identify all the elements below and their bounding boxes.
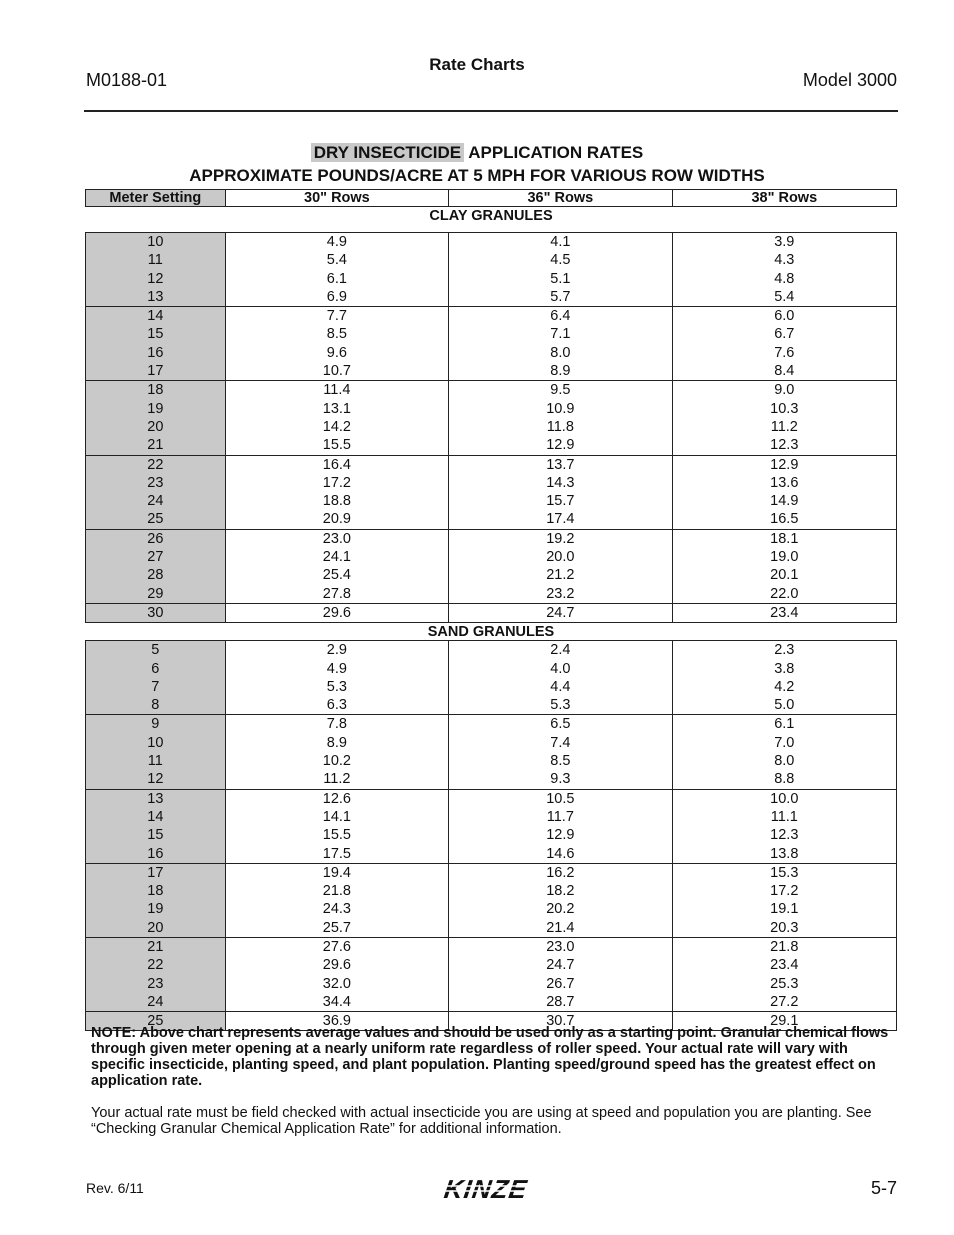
col-header-36: 36" Rows [449,190,672,206]
meter-setting-cell: 16 [147,344,164,361]
col-header-meter: Meter Setting [86,190,226,206]
meter-setting-cell: 25 [147,511,164,528]
rate-cell: 5.3 [326,678,347,695]
rate-cell: 24.7 [546,604,575,621]
rate-column [449,233,672,306]
rate-cell: 7.4 [550,734,571,751]
rate-cell: 11.2 [323,771,351,788]
rate-cell: 7.8 [326,716,347,733]
meter-setting-column [86,864,226,937]
rate-cell: 6.1 [774,716,795,733]
rate-column [449,864,672,937]
rate-cell: 20.9 [322,511,351,528]
rate-cell: 15.5 [322,827,351,844]
rate-cell: 9.0 [774,382,795,399]
table-header [85,189,897,207]
rate-column [226,715,449,788]
meter-setting-cell: 11 [147,252,163,269]
rate-column [226,456,449,529]
table-subtitle: APPROXIMATE POUNDS/ACRE AT 5 MPH FOR VARIOUS ROW WIDTHS [189,166,765,185]
instruction-text: Your actual rate must be field checked with actual insecticide you are using at speed and population you are planting. See “Checking Granular Chemical Application Rate” for additional information. [91,1105,872,1137]
meter-setting-cell: 13 [147,790,164,807]
rate-cell: 30.7 [546,1013,575,1030]
rate-column [673,641,896,714]
rate-column [673,381,896,454]
rate-cell: 13.6 [770,474,799,491]
meter-setting-cell: 12 [147,270,164,287]
row-group [85,790,897,864]
meter-setting-cell: 16 [147,845,164,862]
rate-cell: 14.6 [546,845,575,862]
rate-cell: 9.5 [550,382,571,399]
rate-cell: 7.0 [774,734,795,751]
rate-cell: 6.7 [774,326,795,343]
meter-setting-cell: 15 [147,827,164,844]
meter-setting-cell: 13 [147,288,164,305]
rate-cell: 13.8 [770,845,799,862]
rate-cell: 4.5 [550,252,571,269]
rate-cell: 11.1 [770,808,798,825]
rate-cell: 21.2 [546,567,575,584]
rate-column [449,381,672,454]
rate-column [673,864,896,937]
rate-cell: 17.5 [322,845,351,862]
row-group [85,641,897,715]
meter-setting-column [86,641,226,714]
doc-id: M0188-01 [86,70,168,90]
meter-setting-cell: 29 [147,585,164,602]
rate-cell: 20.2 [546,901,575,918]
rate-cell: 2.9 [326,642,347,659]
rate-cell: 18.8 [322,493,351,510]
rate-cell: 2.4 [550,642,571,659]
rate-cell: 17.2 [322,474,351,491]
rate-cell: 9.6 [326,344,347,361]
meter-setting-cell: 10 [147,234,164,250]
rate-column [673,307,896,380]
rate-cell: 4.9 [326,660,347,677]
rate-column [226,641,449,714]
clay-table-body [85,233,897,623]
meter-setting-cell: 19 [147,400,164,417]
section-title: Rate Charts [429,55,525,74]
rate-column [226,233,449,306]
rate-column [673,530,896,603]
rate-column [226,938,449,1011]
rate-cell: 23.0 [322,530,351,547]
rate-cell: 4.3 [774,252,795,269]
meter-setting-cell: 21 [147,938,164,955]
meter-setting-cell: 27 [147,549,164,566]
rate-cell: 23.2 [546,585,575,602]
row-group [85,864,897,938]
meter-setting-column [86,604,226,622]
rate-cell: 14.2 [322,418,351,435]
note-text: NOTE: Above chart represents average values and should be used only as a starting point. Granular chemical flows through given meter opening at a nearly uniform rate regardless of roller speed. Your actual rate will vary with specific insecticide, planting speed, and plant population. Planting speed/ground speed has the greatest effect on application rate. [91,1025,889,1089]
rate-cell: 29.6 [322,957,351,974]
rate-cell: 21.8 [322,883,351,900]
meter-setting-column [86,381,226,454]
meter-setting-cell: 23 [147,975,164,992]
rate-cell: 7.7 [326,308,347,325]
meter-setting-cell: 23 [147,474,164,491]
rate-cell: 13.7 [546,456,575,473]
rate-column [226,381,449,454]
rate-column [449,938,672,1011]
rate-cell: 5.7 [550,288,571,305]
rate-column [673,715,896,788]
page-number: 5-7 [870,1178,897,1198]
rate-cell: 4.0 [550,660,571,677]
meter-setting-cell: 20 [147,919,164,936]
rate-cell: 8.5 [550,753,571,770]
meter-setting-column [86,715,226,788]
rate-cell: 2.3 [774,642,795,659]
title-rest: APPLICATION RATES [464,143,644,162]
meter-setting-cell: 6 [151,660,160,677]
rate-cell: 12.3 [770,437,799,454]
meter-setting-cell: 21 [147,437,164,454]
rate-cell: 5.0 [774,697,795,714]
header-rule [84,110,898,112]
rate-cell: 24.1 [322,549,351,566]
rate-column [449,307,672,380]
rate-cell: 19.0 [770,549,799,566]
rate-table [85,189,897,1031]
row-group [85,233,897,307]
rate-cell: 25.3 [770,975,799,992]
rate-cell: 21.4 [546,919,575,936]
row-group [85,307,897,381]
rate-column [449,456,672,529]
rate-cell: 17.4 [546,511,575,528]
rate-column [226,307,449,380]
rate-cell: 15.3 [770,864,799,881]
rate-cell: 8.0 [774,753,795,770]
meter-setting-column [86,938,226,1011]
meter-setting-cell: 15 [147,326,164,343]
meter-setting-column [86,790,226,863]
rate-cell: 5.3 [550,697,571,714]
rate-cell: 10.7 [322,363,351,380]
meter-setting-cell: 14 [147,808,164,825]
rate-cell: 18.2 [546,883,575,900]
rate-cell: 8.0 [550,344,571,361]
rate-column [226,864,449,937]
rate-cell: 4.1 [550,234,571,250]
rate-cell: 11.7 [546,808,574,825]
revision: Rev. 6/11 [86,1180,144,1196]
rate-cell: 21.8 [770,938,799,955]
meter-setting-cell: 10 [147,734,164,751]
rate-cell: 27.6 [322,938,351,955]
rate-cell: 10.2 [322,753,351,770]
meter-setting-column [86,307,226,380]
rate-cell: 14.1 [322,808,351,825]
rate-column [673,456,896,529]
rate-column [449,715,672,788]
rate-cell: 12.6 [322,790,351,807]
rate-cell: 23.4 [770,604,799,621]
table-title [0,143,954,163]
rate-cell: 29.1 [770,1013,799,1030]
rate-column [673,233,896,306]
rate-cell: 24.7 [546,957,575,974]
rate-cell: 17.2 [770,883,799,900]
rate-cell: 8.9 [326,734,347,751]
rate-cell: 5.4 [326,252,347,269]
rate-cell: 4.9 [326,234,347,250]
row-group [85,604,897,623]
meter-setting-cell: 7 [151,678,160,695]
rate-cell: 16.4 [322,456,351,473]
rate-cell: 24.3 [322,901,351,918]
meter-setting-cell: 22 [147,456,164,473]
rate-cell: 8.9 [550,363,571,380]
meter-setting-cell: 24 [147,993,164,1010]
rate-cell: 27.8 [322,585,351,602]
sand-table-body [85,641,897,1031]
rate-cell: 18.1 [770,530,799,547]
rate-cell: 8.5 [326,326,347,343]
rate-cell: 8.8 [774,771,795,788]
rate-cell: 6.4 [550,308,571,325]
rate-cell: 9.3 [550,771,571,788]
rate-cell: 12.9 [770,456,799,473]
rate-cell: 19.2 [546,530,575,547]
meter-setting-cell: 24 [147,493,164,510]
rate-column [226,530,449,603]
title-highlight: DRY INSECTICIDE [311,143,464,162]
meter-setting-cell: 18 [147,382,164,399]
clay-granules-label: CLAY GRANULES [85,207,897,233]
meter-setting-cell: 20 [147,418,164,435]
meter-setting-cell: 30 [147,604,164,621]
row-group [85,456,897,530]
rate-cell: 20.1 [770,567,799,584]
rate-column [449,604,672,622]
meter-setting-column [86,530,226,603]
rate-cell: 5.4 [774,288,795,305]
rate-cell: 29.6 [322,604,351,621]
rate-cell: 12.9 [546,437,575,454]
rate-cell: 11.2 [770,418,798,435]
svg-text:KINZE: KINZE [442,1174,530,1204]
rate-cell: 10.9 [546,400,575,417]
rate-cell: 4.2 [774,678,795,695]
meter-setting-cell: 18 [147,883,164,900]
row-group [85,938,897,1012]
meter-setting-column [86,456,226,529]
rate-cell: 5.1 [550,270,571,287]
rate-column [673,938,896,1011]
rate-cell: 7.6 [774,344,795,361]
rate-cell: 7.1 [550,326,571,343]
col-header-30: 30" Rows [226,190,449,206]
rate-cell: 19.1 [770,901,799,918]
rate-cell: 8.4 [774,363,795,380]
rate-cell: 11.8 [546,418,574,435]
rate-cell: 28.7 [546,993,575,1010]
model-name: Model 3000 [802,70,897,90]
rate-cell: 36.9 [322,1013,351,1030]
rate-cell: 14.9 [770,493,799,510]
meter-setting-cell: 5 [151,642,160,659]
rate-column [449,641,672,714]
rate-cell: 25.7 [322,919,351,936]
row-group [85,381,897,455]
row-group [85,530,897,604]
rate-cell: 12.9 [546,827,575,844]
rate-cell: 6.0 [774,308,795,325]
rate-cell: 6.5 [550,716,571,733]
meter-setting-column [86,233,226,306]
meter-setting-cell: 17 [147,864,164,881]
kinze-logo [426,1174,550,1204]
rate-cell: 4.4 [550,678,571,695]
rate-cell: 3.8 [774,660,795,677]
rate-cell: 20.3 [770,919,799,936]
rate-cell: 6.3 [326,697,347,714]
meter-setting-cell: 22 [147,957,164,974]
rate-cell: 15.5 [322,437,351,454]
rate-cell: 13.1 [322,400,351,417]
rate-cell: 15.7 [546,493,575,510]
rate-cell: 23.4 [770,957,799,974]
meter-setting-cell: 28 [147,567,164,584]
rate-cell: 27.2 [770,993,799,1010]
rate-cell: 32.0 [322,975,351,992]
meter-setting-cell: 9 [151,716,160,733]
rate-column [449,530,672,603]
meter-setting-cell: 12 [147,771,164,788]
meter-setting-cell: 11 [147,753,163,770]
meter-setting-cell: 26 [147,530,164,547]
rate-cell: 25.4 [322,567,351,584]
rate-cell: 10.0 [770,790,799,807]
meter-setting-cell: 8 [151,697,160,714]
rate-column [226,790,449,863]
rate-cell: 20.0 [546,549,575,566]
col-header-38: 38" Rows [751,190,818,206]
rate-cell: 11.4 [323,382,351,399]
rate-cell: 10.5 [546,790,575,807]
rate-cell: 16.2 [546,864,575,881]
rate-cell: 3.9 [774,234,795,250]
rate-cell: 23.0 [546,938,575,955]
rate-cell: 16.5 [770,511,799,528]
rate-cell: 12.3 [770,827,799,844]
meter-setting-cell: 14 [147,308,164,325]
rate-cell: 4.8 [774,270,795,287]
rate-cell: 19.4 [322,864,351,881]
rate-cell: 6.1 [326,270,347,287]
rate-cell: 26.7 [546,975,575,992]
rate-cell: 10.3 [770,400,799,417]
meter-setting-cell: 17 [147,363,164,380]
rate-column [226,604,449,622]
sand-granules-label: SAND GRANULES [85,623,897,641]
row-group [85,715,897,789]
rate-column [673,790,896,863]
meter-setting-cell: 19 [147,901,164,918]
meter-setting-cell: 25 [147,1013,164,1030]
rate-cell: 14.3 [546,474,575,491]
rate-cell: 6.9 [326,288,347,305]
rate-column [449,790,672,863]
rate-cell: 22.0 [770,585,799,602]
rate-column [673,604,896,622]
rate-cell: 34.4 [322,993,351,1010]
